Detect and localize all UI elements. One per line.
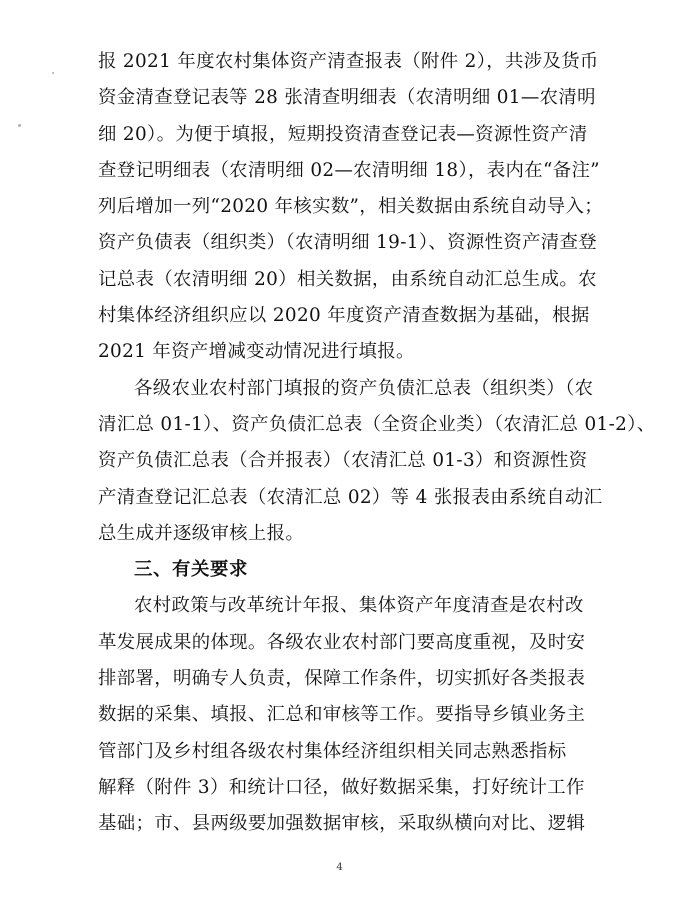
text-line: 村集体经济组织应以 2020 年度资产清查数据为基础，根据 [98,305,590,327]
text-line: 记总表（农清明细 20）相关数据，由系统自动汇总生成。农 [98,268,597,290]
text-line: 解释（附件 3）和统计口径，做好数据采集，打好统计工作 [98,776,585,798]
text-line: 列后增加一列“2020 年核实数”，相关数据由系统自动导入； [98,196,603,218]
text-line: 管部门及乡村组各级农村集体经济组织相关同志熟悉指标 [98,740,567,762]
text-line: 报 2021 年度农村集体资产清查报表（附件 2），共涉及货币 [98,51,599,72]
text-line: 2021 年资产增减变动情况进行填报。 [98,341,415,363]
text-line: 各级农业农村部门填报的资产负债汇总表（组织类）（农 [134,377,594,399]
text-line: 排部署，明确专人负责，保障工作条件，切实抓好各类报表 [98,668,586,690]
text-line: 革发展成果的体现。各级农业农村部门要高度重视，及时安 [98,631,586,653]
scan-speck [18,124,21,127]
text-line: 细 20）。为便于填报，短期投资清查登记表—资源性资产清 [98,123,588,145]
section-heading: 三、有关要求 [134,559,248,581]
text-line: 农村政策与改革统计年报、集体资产年度清查是农村改 [134,595,584,617]
text-line: 清汇总 01-1）、资产负债汇总表（全资企业类）（农清汇总 01-2）、 [98,413,656,435]
text-line: 产清查登记汇总表（农清汇总 02）等 4 张报表由系统自动汇 [98,486,603,508]
page-number: 4 [336,862,343,873]
text-line: 资金清查登记表等 28 张清查明细表（农清明细 01—农清明 [98,87,596,109]
text-line: 基础；市、县两级要加强数据审核，采取纵横向对比、逻辑 [98,813,586,835]
text-line: 总生成并逐级审核上报。 [98,522,305,544]
text-line: 数据的采集、填报、汇总和审核等工作。要指导乡镇业务主 [98,704,586,726]
text-line: 资产负债汇总表（合并报表）（农清汇总 01-3）和资源性资 [98,450,588,472]
scan-speck [52,72,54,74]
body-text [98,44,656,843]
text-line: 查登记明细表（农清明细 02—农清明细 18），表内在“备注” [98,159,600,181]
text-line: 资产负债表（组织类）（农清明细 19-1）、资源性资产清查登 [98,232,598,254]
